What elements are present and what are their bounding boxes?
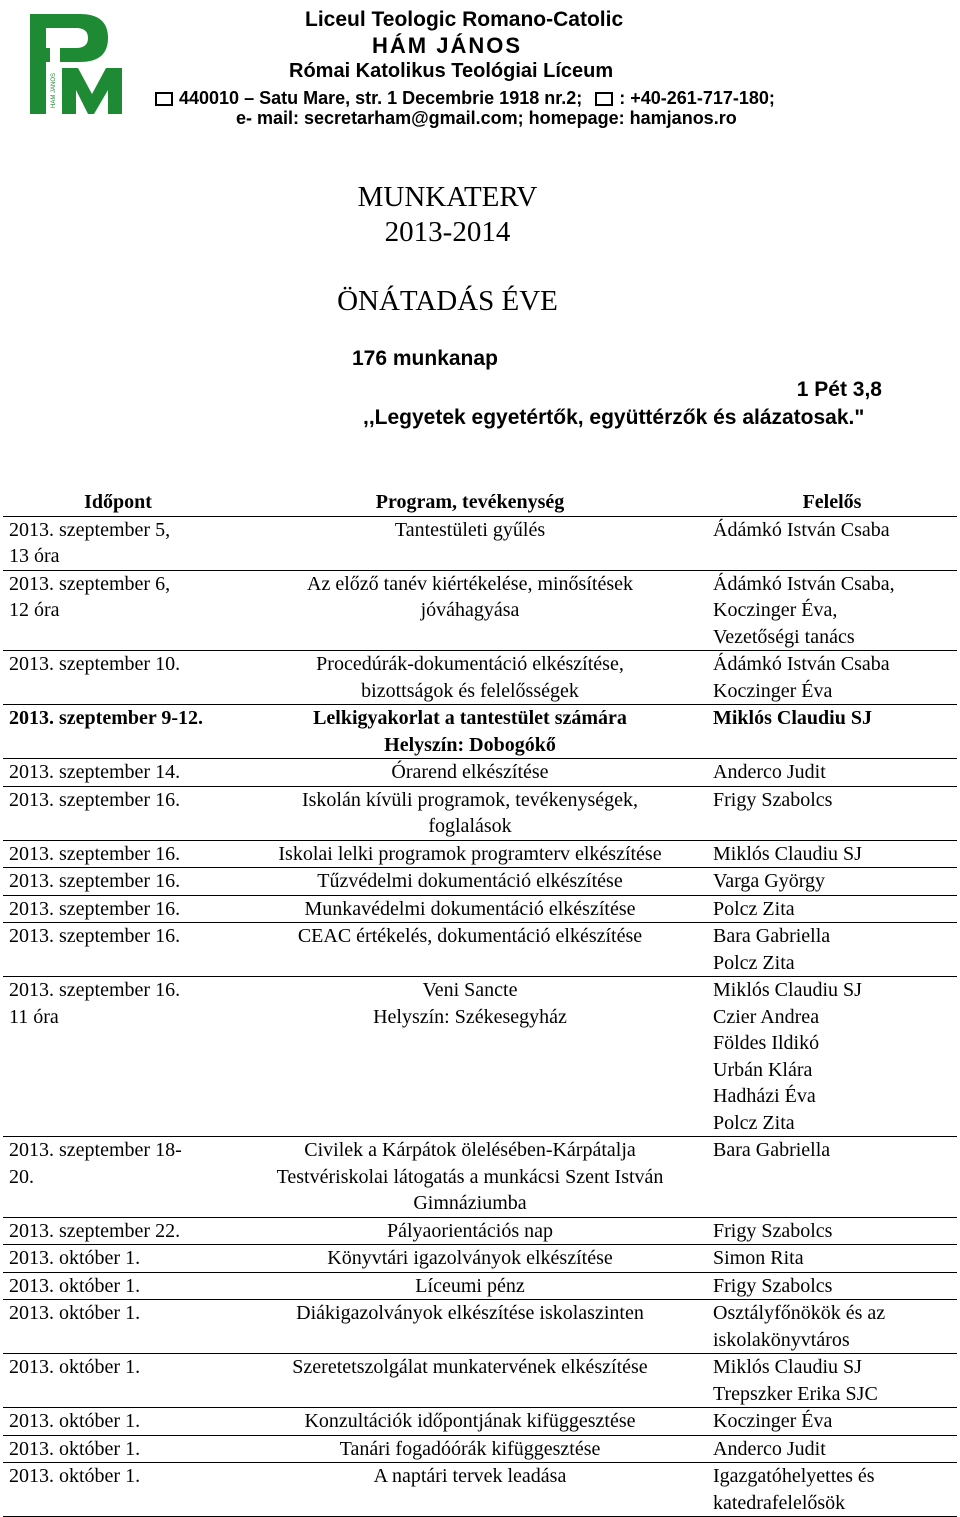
address-line — [155, 88, 775, 109]
row-responsible-line: Bara Gabriella — [713, 925, 831, 947]
email-line: e- mail: secretarham@gmail.com; homepage: hamjanos.ro — [236, 108, 737, 128]
row-date — [3, 705, 233, 759]
row-program-line: Könyvtári igazolványok elkészítése — [327, 1247, 613, 1269]
header-program: Program, tevékenység — [375, 491, 565, 513]
row-date-line: 2013. október 1. — [9, 1437, 141, 1460]
row-responsible-line: Frigy Szabolcs — [713, 788, 833, 811]
row-responsible — [707, 516, 957, 570]
row-program-line: Veni Sancte — [422, 979, 518, 1001]
row-date — [3, 1272, 233, 1300]
row-date-line: 2013. szeptember 10. — [9, 653, 181, 675]
row-responsible-line: Miklós Claudiu SJ — [713, 842, 862, 865]
row-responsible-line: Polcz Zita — [713, 1111, 795, 1134]
row-program — [233, 1463, 707, 1517]
row-program-line: CEAC értékelés, dokumentáció elkészítése — [297, 925, 643, 947]
row-responsible — [707, 651, 957, 705]
table-row — [3, 977, 957, 1137]
workdays-count: 176 munkanap — [352, 347, 498, 370]
row-responsible-line: iskolakönyvtáros — [713, 1328, 850, 1351]
row-program-line: Iskolai lelki programok programterv elkészítése — [278, 842, 662, 865]
school-name-hu: HÁM JÁNOS — [372, 33, 523, 58]
phone-icon — [595, 92, 613, 106]
row-program-line: Diákigazolványok elkészítése iskolaszinten — [296, 1302, 644, 1324]
row-date-line: 2013. október 1. — [9, 1465, 141, 1487]
row-date — [3, 923, 233, 977]
table-row — [3, 1354, 957, 1408]
row-responsible-line: Miklós Claudiu SJ — [713, 1356, 862, 1378]
row-program-line: Konzultációk időpontjának kifüggesztése — [304, 1410, 636, 1432]
row-responsible — [707, 923, 957, 977]
row-program — [233, 759, 707, 787]
row-date-line: 2013. szeptember 16. — [9, 870, 181, 892]
table-row — [3, 705, 957, 759]
row-date — [3, 651, 233, 705]
row-responsible — [707, 1463, 957, 1517]
row-responsible — [707, 705, 957, 759]
row-program-line: Tantestületi gyűlés — [394, 518, 546, 541]
table-row — [3, 1435, 957, 1463]
row-responsible-line: Hadházi Éva — [713, 1085, 816, 1107]
row-date — [3, 840, 233, 868]
row-responsible — [707, 1408, 957, 1436]
row-program — [233, 1300, 707, 1354]
row-program — [233, 570, 707, 651]
row-date-line: 2013. szeptember 18- — [9, 1139, 182, 1161]
row-responsible — [707, 1245, 957, 1273]
row-date — [3, 1463, 233, 1517]
row-date-line: 2013. október 1. — [9, 1247, 141, 1269]
row-date — [3, 977, 233, 1137]
row-responsible-line: Bara Gabriella — [713, 1139, 831, 1161]
row-program-line: Iskolán kívüli programok, tevékenységek, — [301, 788, 639, 811]
row-program-line: Az előző tanév kiértékelése, minősítések — [307, 572, 633, 595]
school-description: Római Katolikus Teológiai Líceum — [289, 60, 614, 82]
row-date-line: 2013. október 1. — [9, 1356, 141, 1378]
row-responsible-line: Urbán Klára — [713, 1058, 813, 1081]
table-row — [3, 1217, 957, 1245]
row-date — [3, 1408, 233, 1436]
row-program-line: Órarend elkészítése — [391, 761, 549, 783]
row-program-line: foglalások — [428, 815, 512, 837]
row-date — [3, 1217, 233, 1245]
pm-logo-icon — [22, 8, 140, 120]
row-responsible-line: Koczinger Éva — [713, 1410, 833, 1432]
row-program — [233, 840, 707, 868]
row-date — [3, 1435, 233, 1463]
row-date-line: 2013. október 1. — [9, 1302, 141, 1324]
row-date-line: 2013. szeptember 22. — [9, 1219, 181, 1242]
row-responsible-line: Anderco Judit — [713, 761, 826, 783]
row-responsible — [707, 1217, 957, 1245]
table-row — [3, 1300, 957, 1354]
row-date — [3, 786, 233, 840]
row-responsible-line: Koczinger Éva, — [713, 599, 838, 621]
row-date — [3, 1245, 233, 1273]
row-responsible — [707, 786, 957, 840]
row-program-line: jóváhagyása — [420, 599, 520, 621]
row-program — [233, 705, 707, 759]
row-date-line: 2013. szeptember 16. — [9, 897, 181, 920]
row-date — [3, 516, 233, 570]
row-program — [233, 1137, 707, 1218]
row-date-line: 2013. szeptember 9-12. — [9, 707, 204, 729]
doc-year: 2013-2014 — [384, 216, 511, 248]
mail-icon — [155, 92, 173, 106]
row-program-line: Lelkigyakorlat a tantestület számára — [313, 707, 627, 729]
row-program — [233, 1354, 707, 1408]
row-program — [233, 786, 707, 840]
row-program-line: Helyszín: Székesegyház — [373, 1005, 567, 1028]
table-row — [3, 1463, 957, 1517]
row-date-line: 20. — [9, 1165, 34, 1188]
row-program — [233, 895, 707, 923]
row-responsible-line: Ádámkó István Csaba, — [713, 572, 895, 595]
row-program-line: Pályaorientációs nap — [386, 1219, 554, 1242]
row-responsible — [707, 1435, 957, 1463]
motto: ,,Legyetek egyetértők, együttérzők és alázatosak." — [363, 406, 865, 429]
table-row — [3, 1137, 957, 1218]
row-responsible-line: Polcz Zita — [713, 951, 795, 974]
row-date-line: 2013. szeptember 14. — [9, 761, 181, 783]
row-program-line: Líceumi pénz — [415, 1274, 525, 1297]
row-program — [233, 868, 707, 896]
row-responsible-line: Miklós Claudiu SJ — [713, 979, 862, 1001]
row-responsible-line: Frigy Szabolcs — [713, 1274, 833, 1297]
row-program-line: Civilek a Kárpátok ölelésében-Kárpátalja — [304, 1139, 636, 1161]
table-row — [3, 895, 957, 923]
work-plan-table — [3, 489, 957, 1517]
row-program — [233, 977, 707, 1137]
row-date-line: 13 óra — [9, 545, 60, 567]
row-responsible-line: Trepszker Erika SJC — [713, 1382, 878, 1405]
row-responsible — [707, 868, 957, 896]
header-responsible: Felelős — [802, 491, 862, 513]
row-responsible — [707, 1300, 957, 1354]
row-responsible-line: katedrafelelősök — [713, 1491, 846, 1514]
row-responsible — [707, 895, 957, 923]
address-text: 440010 – Satu Mare, str. 1 Decembrie 1918 nr.2; — [179, 88, 583, 108]
row-responsible-line: Miklós Claudiu SJ — [713, 707, 872, 729]
doc-title: MUNKATERV — [357, 181, 538, 213]
row-program-line: Tűzvédelmi dokumentáció elkészítése — [317, 870, 623, 892]
row-date-line: 2013. október 1. — [9, 1410, 141, 1432]
row-program-line: Szeretetszolgálat munkatervének elkészítése — [292, 1356, 648, 1378]
row-responsible-line: Osztályfőnökök és az — [713, 1302, 886, 1324]
row-responsible — [707, 840, 957, 868]
row-responsible — [707, 759, 957, 787]
row-program — [233, 923, 707, 977]
row-program — [233, 1217, 707, 1245]
row-responsible-line: Igazgatóhelyettes és — [713, 1465, 875, 1487]
row-responsible-line: Varga György — [713, 870, 826, 892]
table-row — [3, 651, 957, 705]
row-program-line: A naptári tervek leadása — [373, 1465, 567, 1487]
table-header-row — [3, 489, 957, 516]
row-date-line: 12 óra — [9, 599, 60, 621]
phone-text: : +40-261-717-180; — [619, 88, 775, 108]
row-program-line: Helyszín: Dobogókő — [384, 733, 556, 756]
row-date — [3, 895, 233, 923]
letterhead — [0, 0, 960, 130]
row-date — [3, 1354, 233, 1408]
row-program-line: Testvériskolai látogatás a munkácsi Szent István — [276, 1165, 664, 1188]
row-program — [233, 1408, 707, 1436]
row-responsible-line: Frigy Szabolcs — [713, 1219, 833, 1242]
table-row — [3, 570, 957, 651]
row-responsible-line: Polcz Zita — [713, 897, 795, 920]
row-date-line: 2013. október 1. — [9, 1274, 141, 1297]
year-theme: ÖNÁTADÁS ÉVE — [337, 285, 558, 317]
table-row — [3, 923, 957, 977]
row-program-line: Tanári fogadóórák kifüggesztése — [339, 1437, 601, 1460]
verse-reference: 1 Pét 3,8 — [796, 378, 882, 401]
row-date-line: 2013. szeptember 6, — [9, 572, 171, 595]
row-responsible-line: Simon Rita — [713, 1247, 804, 1269]
row-responsible — [707, 570, 957, 651]
row-responsible — [707, 977, 957, 1137]
row-program — [233, 1272, 707, 1300]
row-date — [3, 868, 233, 896]
row-responsible — [707, 1137, 957, 1218]
table-row — [3, 840, 957, 868]
row-program — [233, 1245, 707, 1273]
row-responsible — [707, 1354, 957, 1408]
row-responsible — [707, 1272, 957, 1300]
row-date-line: 2013. szeptember 16. — [9, 842, 181, 865]
row-responsible-line: Ádámkó István Csaba — [713, 518, 890, 541]
row-responsible-line: Czier Andrea — [713, 1005, 820, 1028]
table-body — [3, 516, 957, 1517]
row-program-line: Gimnáziumba — [413, 1192, 527, 1214]
row-responsible-line: Ádámkó István Csaba — [713, 653, 890, 675]
row-program-line: bizottságok és felelősségek — [361, 679, 579, 702]
school-name-ro: Liceul Teologic Romano-Catolic — [305, 8, 624, 31]
row-date — [3, 570, 233, 651]
table-row — [3, 1272, 957, 1300]
table-row — [3, 759, 957, 787]
row-date-line: 2013. szeptember 16. — [9, 788, 181, 811]
row-date-line: 2013. szeptember 5, — [9, 518, 171, 541]
row-date — [3, 759, 233, 787]
row-program — [233, 1435, 707, 1463]
row-date-line: 11 óra — [9, 1005, 59, 1028]
table-row — [3, 1245, 957, 1273]
table-row — [3, 516, 957, 570]
row-program-line: Munkavédelmi dokumentáció elkészítése — [304, 897, 636, 920]
row-responsible-line: Koczinger Éva — [713, 679, 833, 702]
table-row — [3, 786, 957, 840]
row-responsible-line: Földes Ildikó — [713, 1032, 820, 1054]
row-responsible-line: Vezetőségi tanács — [713, 625, 855, 648]
table-row — [3, 868, 957, 896]
svg-text:HAM JANOS: HAM JANOS — [51, 72, 57, 108]
row-program-line: Procedúrák-dokumentáció elkészítése, — [316, 653, 624, 675]
row-program — [233, 651, 707, 705]
row-date-line: 2013. szeptember 16. — [9, 925, 181, 947]
row-date — [3, 1137, 233, 1218]
row-date-line: 2013. szeptember 16. — [9, 979, 181, 1001]
row-responsible-line: Anderco Judit — [713, 1437, 826, 1460]
header-date: Időpont — [84, 491, 152, 513]
row-date — [3, 1300, 233, 1354]
row-program — [233, 516, 707, 570]
table-row — [3, 1408, 957, 1436]
